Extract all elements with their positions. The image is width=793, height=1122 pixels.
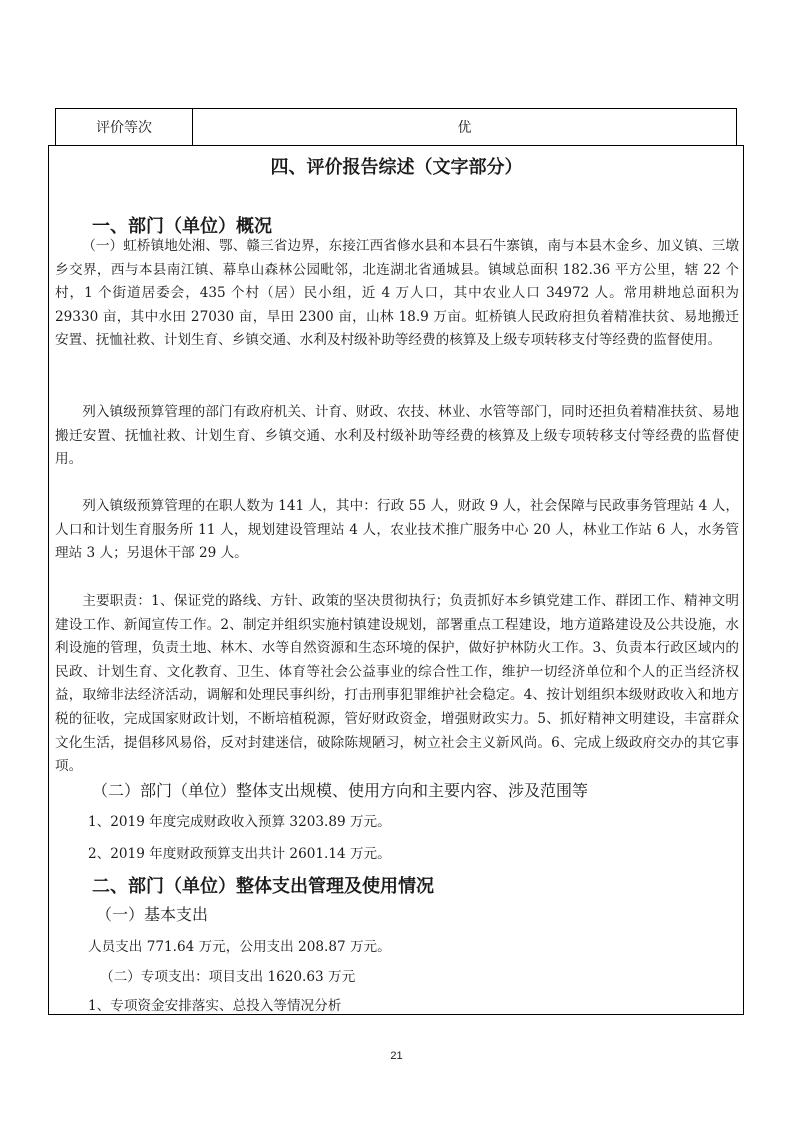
paragraph-departments: 列入镇级预算管理的部门有政府机关、计育、财政、农技、林业、水管等部门，同时还担负着精准扶贫、易地搬迁安置、抚恤社救、计划生育、乡镇交通、水利及村级补助等经费的核算及上级专项转移支付等经费的监督使用。 [55, 404, 739, 468]
special-item-1: 1、专项资金安排落实、总投入等情况分析 [88, 998, 342, 1014]
paragraph-duties: 主要职责：1、保证党的路线、方针、政策的坚决贯彻执行；负责抓好本乡镇党建工作、群团工作、精神文明建设工作、新闻宣传工作。2、制定并组织实施村镇建设规划，部署重点工程建设，地方道路建设及公共设施，水利设施的管理，负责土地、林木、水等自然资源和生态环境的保护，做好护林防火工作。3、负责本行政区域内的民政、计划生育、文化教育、卫生、体育等社会公益事业的综合性工作，维护一切经济单位和个人的正当经济权益，取缔非法经济活动，调解和处理民事纠纷，打击刑事犯罪维护社会稳定。4、按计划组织本级财政收入和地方税的征收，完成国家财政计划，不断培植税源，管好财政资金，增强财政实力。5、抓好精神文明建设，丰富群众文化生活，提倡移风易俗，反对封建迷信，破除陈规陋习，树立社会主义新风尚。6、完成上级政府交办的其它事项。 [55, 593, 739, 775]
paragraph-staff: 列入镇级预算管理的在职人数为 141 人，其中：行政 55 人，财政 9 人，社会保障与民政事务管理站 4 人，人口和计划生育服务所 11 人，规划建设管理站 4 人，农业技术推广服务中心 20 人，林业工作站 6 人，水务管理站 3 人；另退休干部 29 人。 [55, 498, 739, 562]
section-title: 四、评价报告综述（文字部分） [270, 157, 523, 178]
rating-value: 优 [457, 120, 472, 136]
rating-row [55, 108, 737, 145]
special-expense-heading: （二）专项支出：项目支出 1620.63 万元 [100, 969, 356, 985]
paragraph-overview: （一）虹桥镇地处湘、鄂、赣三省边界，东接江西省修水县和本县石牛寨镇，南与本县木金乡、加义镇、三墩乡交界，西与本县南江镇、幕阜山森林公园毗邻，北连湖北省通城县。镇域总面积 182.36 平方公里，辖 22 个村，1 个街道居委会，435 个村（居）民小组，近 4 万人口，其中农业人口 34972 人。常用耕地总面积为 29330 亩，其中水田 27030 亩，旱田 2300 亩，山林 18.9 万亩。虹桥镇人民政府担负着精准扶贫、易地搬迁安置、抚恤社救、计划生育、乡镇交通、水利及村级补助等经费的核算及上级专项转移支付等经费的监督使用。 [55, 238, 739, 349]
sub2-item-1: 1、2019 年度完成财政收入预算 3203.89 万元。 [88, 814, 391, 830]
rating-label: 评价等次 [56, 109, 193, 145]
part1-sub2-heading: （二）部门（单位）整体支出规模、使用方向和主要内容、涉及范围等 [92, 781, 589, 800]
page-number: 21 [390, 1050, 403, 1062]
basic-expense-text: 人员支出 771.64 万元，公用支出 208.87 万元。 [88, 939, 391, 955]
part2-heading: 二、部门（单位）整体支出管理及使用情况 [92, 876, 434, 897]
part1-heading: 一、部门（单位）概况 [92, 216, 272, 237]
basic-expense-heading: （一）基本支出 [96, 905, 209, 924]
sub2-item-2: 2、2019 年度财政预算支出共计 2601.14 万元。 [88, 846, 391, 862]
